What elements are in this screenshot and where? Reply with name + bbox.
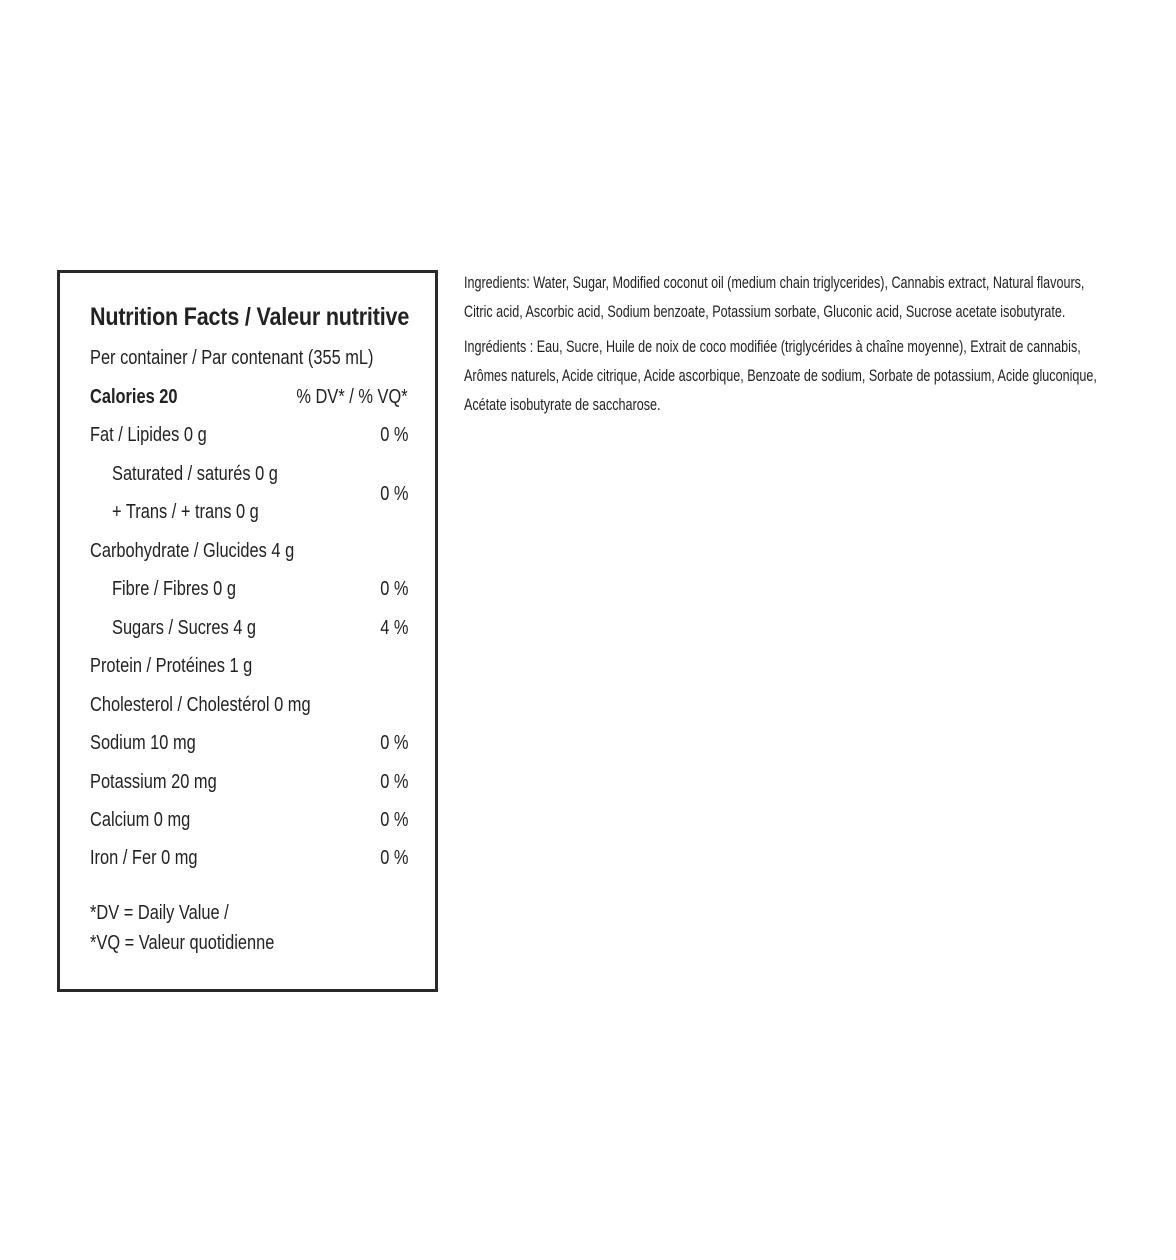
nutrition-facts-panel xyxy=(57,270,438,992)
sugars-dv: 4 % xyxy=(379,617,408,639)
footnote-dv: *DV = Daily Value / xyxy=(90,902,229,924)
protein-label: Protein / Protéines 1 g xyxy=(90,655,253,677)
saturated-trans-dv: 0 % xyxy=(379,483,408,505)
fibre-label: Fibre / Fibres 0 g xyxy=(112,578,236,600)
sodium-label: Sodium 10 mg xyxy=(90,732,196,754)
sugars-label: Sugars / Sucres 4 g xyxy=(112,617,257,639)
potassium-label: Potassium 20 mg xyxy=(90,771,217,793)
ingredients-fr-line: Arômes naturels, Acide citrique, Acide ascorbique, Benzoate de sodium, Sorbate de potassium, Acide gluconique, xyxy=(464,366,1097,385)
ingredients-english xyxy=(464,268,1104,326)
serving-size: Per container / Par contenant (355 mL) xyxy=(90,347,374,369)
sodium-dv: 0 % xyxy=(379,732,408,754)
ingredients-section xyxy=(464,268,1104,425)
saturated-label: Saturated / saturés 0 g xyxy=(112,463,278,485)
nutrition-facts-title: Nutrition Facts / Valeur nutritive xyxy=(90,303,410,331)
ingredients-fr-line: Acétate isobutyrate de saccharose. xyxy=(464,395,661,414)
fibre-dv: 0 % xyxy=(379,578,408,600)
calcium-label: Calcium 0 mg xyxy=(90,809,191,831)
cholesterol-label: Cholesterol / Cholestérol 0 mg xyxy=(90,694,311,716)
ingredients-fr-line: Ingrédients : Eau, Sucre, Huile de noix de coco modifiée (triglycérides à chaîne moyenne), Extrait de cannabis, xyxy=(464,337,1081,356)
iron-dv: 0 % xyxy=(379,847,408,869)
fat-dv: 0 % xyxy=(379,424,408,446)
iron-label: Iron / Fer 0 mg xyxy=(90,847,198,869)
ingredients-en-line: Citric acid, Ascorbic acid, Sodium benzoate, Potassium sorbate, Gluconic acid, Sucrose acetate isobutyrate. xyxy=(464,302,1066,321)
calcium-dv: 0 % xyxy=(379,809,408,831)
potassium-dv: 0 % xyxy=(379,771,408,793)
ingredients-en-line: Ingredients: Water, Sugar, Modified coconut oil (medium chain triglycerides), Cannabis extract, Natural flavours, xyxy=(464,273,1085,292)
carbohydrate-label: Carbohydrate / Glucides 4 g xyxy=(90,540,295,562)
trans-label: + Trans / + trans 0 g xyxy=(112,501,259,523)
footnote-vq: *VQ = Valeur quotidienne xyxy=(90,932,275,954)
fat-label: Fat / Lipides 0 g xyxy=(90,424,207,446)
daily-value-header: % DV* / % VQ* xyxy=(296,386,408,408)
calories-label: Calories 20 xyxy=(90,386,178,408)
ingredients-french xyxy=(464,332,1104,419)
